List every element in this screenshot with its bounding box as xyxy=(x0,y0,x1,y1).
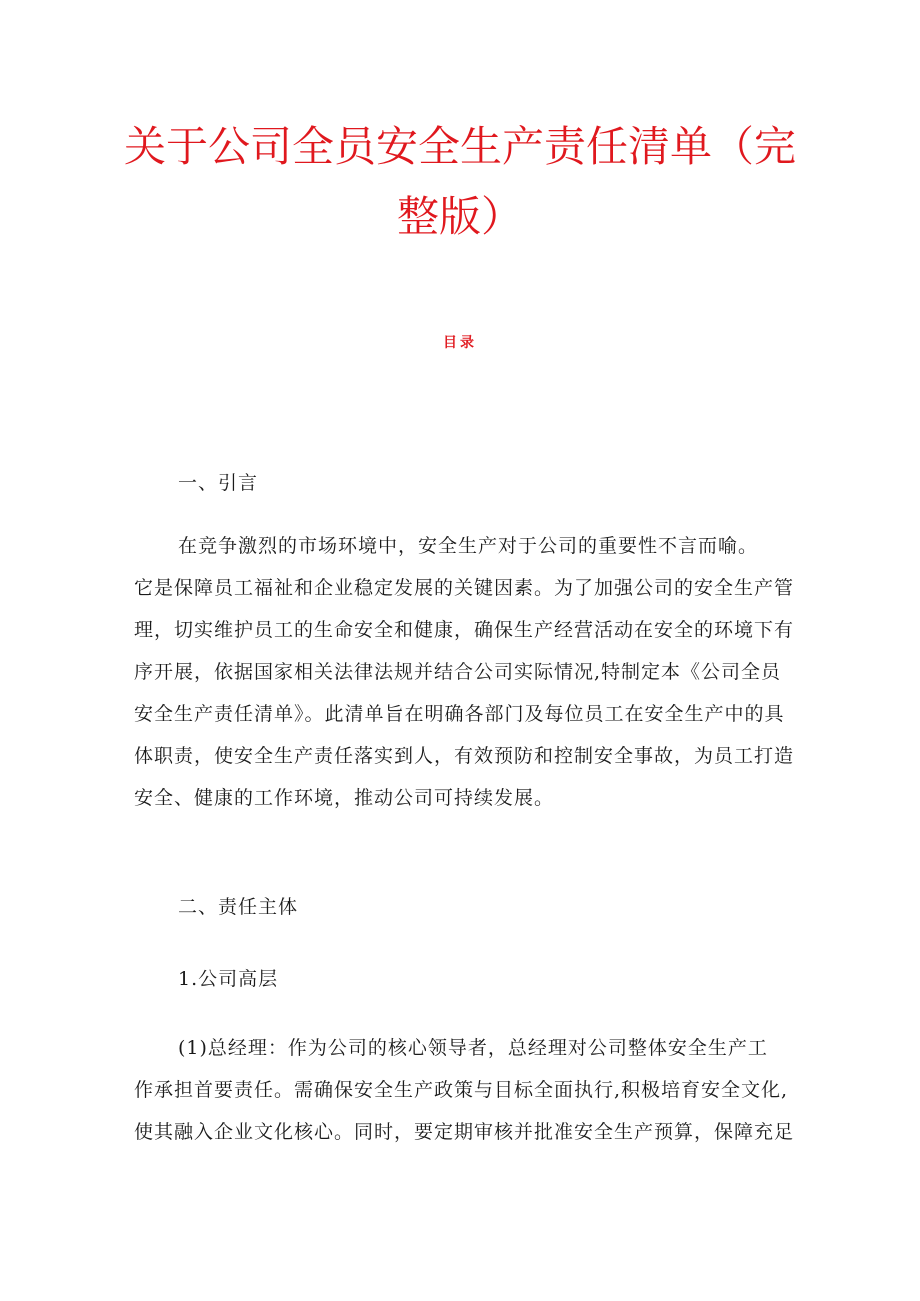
paragraph-line: 体职责，使安全生产责任落实到人，有效预防和控制安全事故，为员工打造 xyxy=(134,745,795,767)
toc-label: 目录 xyxy=(443,335,477,351)
paragraph-line: (1)总经理：作为公司的核心领导者，总经理对公司整体安全生产工 xyxy=(178,1037,768,1059)
paragraph-line: 作承担首要责任。需确保安全生产政策与目标全面执行,积极培育安全文化, xyxy=(134,1079,789,1101)
paragraph-line: 安全、健康的工作环境，推动公司可持续发展。 xyxy=(134,787,555,809)
paragraph-line: 安全生产责任清单》。此清单旨在明确各部门及每位员工在安全生产中的具 xyxy=(134,703,785,725)
subsection-heading-executives: 1.公司高层 xyxy=(178,968,279,990)
paragraph-line: 它是保障员工福祉和企业稳定发展的关键因素。为了加强公司的安全生产管 xyxy=(134,577,795,599)
section-heading-intro: 一、引言 xyxy=(178,472,259,494)
title-line-2: 整版） xyxy=(396,192,523,241)
paragraph-line: 序开展，依据国家相关法律法规并结合公司实际情况,特制定本《公司全员 xyxy=(134,661,782,683)
document-title xyxy=(120,112,800,252)
intro-paragraph xyxy=(134,525,794,819)
paragraph-line: 在竞争激烈的市场环境中，安全生产对于公司的重要性不言而喻。 xyxy=(178,535,759,557)
section-heading-responsibility: 二、责任主体 xyxy=(178,896,299,918)
paragraph-line: 理，切实维护员工的生命安全和健康，确保生产经营活动在安全的环境下有 xyxy=(134,619,795,641)
gm-paragraph xyxy=(134,1027,794,1153)
title-line-1: 关于公司全员安全生产责任清单（完 xyxy=(123,122,796,171)
paragraph-line: 使其融入企业文化核心。同时，要定期审核并批准安全生产预算，保障充足 xyxy=(134,1121,795,1143)
